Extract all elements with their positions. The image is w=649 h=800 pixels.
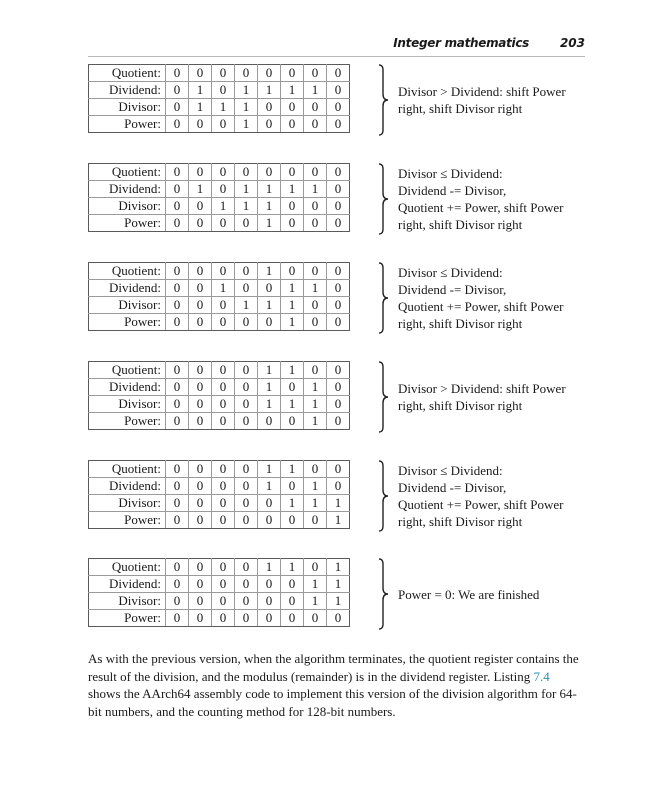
- description-line: Divisor ≤ Dividend:: [398, 463, 503, 478]
- bit-cell: 0: [189, 396, 212, 413]
- bit-cell: 1: [304, 478, 327, 495]
- bit-cell: 1: [235, 297, 258, 314]
- bit-cell: 0: [189, 379, 212, 396]
- bit-cell: 0: [304, 559, 327, 576]
- register-table: [88, 64, 350, 133]
- bit-cell: 1: [304, 495, 327, 512]
- bit-cell: 0: [258, 280, 281, 297]
- step-5: [88, 460, 588, 532]
- bit-cell: 0: [304, 99, 327, 116]
- bit-cell: 0: [304, 362, 327, 379]
- step-description: [398, 165, 598, 233]
- step-6: [88, 558, 588, 630]
- register-label: Divisor:: [89, 99, 166, 116]
- bit-cell: 0: [327, 610, 350, 627]
- bit-cell: 1: [258, 362, 281, 379]
- description-line: Quotient += Power, shift Power: [398, 497, 564, 512]
- bit-cell: 0: [212, 181, 235, 198]
- bit-cell: 0: [166, 478, 189, 495]
- bit-cell: 1: [258, 461, 281, 478]
- register-row: [89, 99, 350, 116]
- bit-cell: 1: [258, 379, 281, 396]
- right-brace-icon: [378, 460, 390, 532]
- bit-cell: 0: [166, 495, 189, 512]
- bit-cell: 0: [189, 65, 212, 82]
- page-number: 203: [559, 36, 585, 50]
- register-table: [88, 361, 350, 430]
- bit-cell: 0: [327, 379, 350, 396]
- description-line: right, shift Divisor right: [398, 514, 523, 529]
- register-row: [89, 461, 350, 478]
- bit-cell: 0: [304, 512, 327, 529]
- bit-cell: 0: [327, 362, 350, 379]
- bit-cell: 0: [235, 512, 258, 529]
- description-line: Dividend -= Divisor,: [398, 183, 507, 198]
- bit-cell: 1: [189, 82, 212, 99]
- bit-cell: 0: [327, 215, 350, 232]
- bit-cell: 1: [212, 99, 235, 116]
- register-label: Dividend:: [89, 379, 166, 396]
- bit-cell: 0: [212, 461, 235, 478]
- bit-cell: 0: [258, 610, 281, 627]
- bit-cell: 0: [258, 413, 281, 430]
- bit-cell: 1: [258, 263, 281, 280]
- register-row: [89, 512, 350, 529]
- bit-cell: 0: [166, 413, 189, 430]
- register-table: [88, 460, 350, 529]
- bit-cell: 0: [189, 198, 212, 215]
- step-description: [398, 264, 598, 332]
- bit-cell: 0: [304, 116, 327, 133]
- register-row: [89, 116, 350, 133]
- register-label: Power:: [89, 314, 166, 331]
- register-table: [88, 558, 350, 627]
- bit-cell: 0: [235, 559, 258, 576]
- description-line: Divisor ≤ Dividend:: [398, 166, 503, 181]
- description-line: Quotient += Power, shift Power: [398, 200, 564, 215]
- bit-cell: 1: [212, 198, 235, 215]
- bit-cell: 1: [281, 461, 304, 478]
- bit-cell: 0: [281, 576, 304, 593]
- register-row: [89, 215, 350, 232]
- bit-cell: 0: [258, 495, 281, 512]
- register-row: [89, 478, 350, 495]
- bit-cell: 0: [327, 297, 350, 314]
- bit-cell: 0: [304, 164, 327, 181]
- bit-cell: 0: [212, 116, 235, 133]
- bit-cell: 1: [258, 559, 281, 576]
- bit-cell: 0: [212, 396, 235, 413]
- description-line: Dividend -= Divisor,: [398, 480, 507, 495]
- bit-cell: 0: [327, 314, 350, 331]
- register-row: [89, 198, 350, 215]
- step-description: [398, 462, 598, 530]
- bit-cell: 0: [235, 478, 258, 495]
- bit-cell: 0: [189, 263, 212, 280]
- register-label: Dividend:: [89, 181, 166, 198]
- bit-cell: 1: [304, 413, 327, 430]
- bit-cell: 1: [235, 181, 258, 198]
- bit-cell: 0: [304, 314, 327, 331]
- bit-cell: 0: [304, 610, 327, 627]
- right-brace-icon: [378, 64, 390, 136]
- bit-cell: 1: [235, 116, 258, 133]
- right-brace-icon: [378, 558, 390, 630]
- bit-cell: 1: [258, 82, 281, 99]
- description-line: right, shift Divisor right: [398, 316, 523, 331]
- bit-cell: 0: [189, 215, 212, 232]
- bit-cell: 0: [304, 263, 327, 280]
- bit-cell: 1: [304, 396, 327, 413]
- description-line: Dividend -= Divisor,: [398, 282, 507, 297]
- bit-cell: 0: [327, 65, 350, 82]
- register-row: [89, 362, 350, 379]
- description-line: Power = 0: We are finished: [398, 586, 540, 602]
- register-row: [89, 379, 350, 396]
- bit-cell: 0: [327, 99, 350, 116]
- running-title: Integer mathematics: [393, 36, 529, 50]
- bit-cell: 0: [327, 198, 350, 215]
- right-brace-icon: [378, 163, 390, 235]
- right-brace-icon: [378, 361, 390, 433]
- register-label: Quotient:: [89, 559, 166, 576]
- bit-cell: 0: [327, 82, 350, 99]
- bit-cell: 0: [235, 164, 258, 181]
- bit-cell: 1: [258, 198, 281, 215]
- bit-cell: 0: [189, 297, 212, 314]
- bit-cell: 0: [212, 362, 235, 379]
- bit-cell: 1: [281, 82, 304, 99]
- bit-cell: 0: [166, 576, 189, 593]
- bit-cell: 0: [212, 610, 235, 627]
- bit-cell: 0: [212, 478, 235, 495]
- bit-cell: 0: [281, 198, 304, 215]
- bit-cell: 0: [235, 576, 258, 593]
- bit-cell: 0: [258, 576, 281, 593]
- bit-cell: 0: [304, 198, 327, 215]
- bit-cell: 0: [212, 65, 235, 82]
- bit-cell: 0: [189, 576, 212, 593]
- register-label: Divisor:: [89, 593, 166, 610]
- register-label: Quotient:: [89, 362, 166, 379]
- bit-cell: 0: [327, 164, 350, 181]
- bit-cell: 1: [189, 181, 212, 198]
- bit-cell: 0: [258, 65, 281, 82]
- register-label: Power:: [89, 512, 166, 529]
- bit-cell: 0: [258, 99, 281, 116]
- register-label: Quotient:: [89, 461, 166, 478]
- step-3: [88, 262, 588, 334]
- register-label: Divisor:: [89, 198, 166, 215]
- bit-cell: 0: [166, 198, 189, 215]
- bit-cell: 0: [235, 314, 258, 331]
- step-description: [398, 380, 598, 414]
- register-label: Divisor:: [89, 396, 166, 413]
- description-line: Divisor ≤ Dividend:: [398, 265, 503, 280]
- bit-cell: 0: [235, 65, 258, 82]
- bit-cell: 0: [166, 593, 189, 610]
- bit-cell: 0: [281, 215, 304, 232]
- bit-cell: 0: [166, 314, 189, 331]
- register-row: [89, 181, 350, 198]
- bit-cell: 0: [212, 164, 235, 181]
- bit-cell: 0: [281, 593, 304, 610]
- description-line: Quotient += Power, shift Power: [398, 299, 564, 314]
- bit-cell: 0: [212, 215, 235, 232]
- listing-link[interactable]: 7.4: [533, 668, 550, 684]
- register-row: [89, 396, 350, 413]
- bit-cell: 0: [235, 593, 258, 610]
- description-line: Divisor > Dividend: shift Power: [398, 381, 566, 396]
- register-table: [88, 262, 350, 331]
- bit-cell: 1: [212, 280, 235, 297]
- bit-cell: 0: [235, 280, 258, 297]
- bit-cell: 0: [189, 593, 212, 610]
- bit-cell: 0: [166, 116, 189, 133]
- bit-cell: 0: [189, 512, 212, 529]
- bit-cell: 1: [327, 593, 350, 610]
- bit-cell: 1: [281, 297, 304, 314]
- bit-cell: 0: [212, 413, 235, 430]
- bit-cell: 0: [212, 82, 235, 99]
- bit-cell: 0: [235, 263, 258, 280]
- bit-cell: 1: [304, 379, 327, 396]
- bit-cell: 0: [212, 314, 235, 331]
- bit-cell: 1: [258, 215, 281, 232]
- bit-cell: 0: [166, 215, 189, 232]
- bit-cell: 0: [166, 461, 189, 478]
- bit-cell: 0: [327, 478, 350, 495]
- bit-cell: 0: [189, 413, 212, 430]
- bit-cell: 1: [281, 280, 304, 297]
- bit-cell: 0: [212, 263, 235, 280]
- register-label: Dividend:: [89, 478, 166, 495]
- bit-cell: 0: [235, 495, 258, 512]
- bit-cell: 0: [281, 99, 304, 116]
- right-brace-icon: [378, 262, 390, 334]
- bit-cell: 0: [189, 116, 212, 133]
- register-row: [89, 413, 350, 430]
- register-row: [89, 559, 350, 576]
- register-label: Divisor:: [89, 495, 166, 512]
- bit-cell: 0: [327, 461, 350, 478]
- bit-cell: 0: [166, 512, 189, 529]
- register-row: [89, 593, 350, 610]
- bit-cell: 0: [235, 362, 258, 379]
- paragraph-text-2: shows the AArch64 assembly code to implement this version of the division algorithm for 64-bit numbers, and the counting method for 128-bit numbers.: [88, 686, 577, 719]
- bit-cell: 0: [235, 215, 258, 232]
- bit-cell: 0: [189, 559, 212, 576]
- register-label: Power:: [89, 215, 166, 232]
- bit-cell: 0: [166, 65, 189, 82]
- bit-cell: 0: [281, 512, 304, 529]
- bit-cell: 1: [281, 314, 304, 331]
- bit-cell: 0: [235, 396, 258, 413]
- register-label: Power:: [89, 413, 166, 430]
- bit-cell: 0: [212, 576, 235, 593]
- bit-cell: 0: [166, 164, 189, 181]
- bit-cell: 0: [166, 297, 189, 314]
- bit-cell: 1: [327, 559, 350, 576]
- bit-cell: 1: [304, 593, 327, 610]
- register-row: [89, 65, 350, 82]
- bit-cell: 0: [304, 65, 327, 82]
- step-2: [88, 163, 588, 235]
- bit-cell: 0: [327, 181, 350, 198]
- bit-cell: 0: [327, 413, 350, 430]
- description-line: right, shift Divisor right: [398, 217, 523, 232]
- bit-cell: 0: [281, 263, 304, 280]
- bit-cell: 0: [327, 116, 350, 133]
- bit-cell: 1: [304, 82, 327, 99]
- bit-cell: 1: [281, 559, 304, 576]
- bit-cell: 0: [258, 593, 281, 610]
- register-label: Dividend:: [89, 82, 166, 99]
- bit-cell: 0: [166, 362, 189, 379]
- description-line: right, shift Divisor right: [398, 101, 523, 116]
- register-row: [89, 610, 350, 627]
- bit-cell: 0: [304, 215, 327, 232]
- register-row: [89, 82, 350, 99]
- bit-cell: 1: [304, 576, 327, 593]
- register-label: Power:: [89, 610, 166, 627]
- bit-cell: 0: [166, 396, 189, 413]
- bit-cell: 0: [189, 280, 212, 297]
- bit-cell: 1: [258, 181, 281, 198]
- paragraph-text-1: As with the previous version, when the algorithm terminates, the quotient register contains the result of the division, and the modulus (remainder) is in the dividend register. Listing: [88, 651, 579, 684]
- register-table: [88, 163, 350, 232]
- bit-cell: 1: [235, 198, 258, 215]
- bit-cell: 0: [304, 297, 327, 314]
- bit-cell: 0: [166, 610, 189, 627]
- register-label: Quotient:: [89, 65, 166, 82]
- bit-cell: 0: [212, 559, 235, 576]
- bit-cell: 1: [281, 396, 304, 413]
- register-row: [89, 495, 350, 512]
- bit-cell: 0: [166, 82, 189, 99]
- step-description: [398, 586, 598, 603]
- register-row: [89, 263, 350, 280]
- bit-cell: 0: [235, 610, 258, 627]
- bit-cell: 0: [166, 559, 189, 576]
- register-label: Divisor:: [89, 297, 166, 314]
- bit-cell: 0: [212, 593, 235, 610]
- register-row: [89, 297, 350, 314]
- bit-cell: 0: [166, 280, 189, 297]
- bit-cell: 0: [304, 461, 327, 478]
- register-label: Quotient:: [89, 164, 166, 181]
- body-paragraph: [88, 650, 580, 720]
- bit-cell: 1: [281, 181, 304, 198]
- bit-cell: 1: [327, 495, 350, 512]
- bit-cell: 0: [258, 116, 281, 133]
- step-description: [398, 83, 598, 117]
- register-label: Dividend:: [89, 576, 166, 593]
- register-label: Dividend:: [89, 280, 166, 297]
- bit-cell: 0: [235, 413, 258, 430]
- bit-cell: 1: [304, 181, 327, 198]
- bit-cell: 1: [235, 82, 258, 99]
- bit-cell: 1: [281, 495, 304, 512]
- bit-cell: 0: [327, 280, 350, 297]
- bit-cell: 1: [258, 297, 281, 314]
- bit-cell: 0: [212, 297, 235, 314]
- bit-cell: 0: [189, 610, 212, 627]
- register-row: [89, 576, 350, 593]
- bit-cell: 0: [212, 495, 235, 512]
- bit-cell: 0: [166, 99, 189, 116]
- bit-cell: 1: [258, 396, 281, 413]
- bit-cell: 1: [281, 362, 304, 379]
- register-row: [89, 314, 350, 331]
- description-line: right, shift Divisor right: [398, 398, 523, 413]
- bit-cell: 0: [212, 512, 235, 529]
- bit-cell: 0: [281, 379, 304, 396]
- bit-cell: 0: [281, 610, 304, 627]
- bit-cell: 1: [235, 99, 258, 116]
- bit-cell: 0: [189, 461, 212, 478]
- bit-cell: 0: [281, 65, 304, 82]
- bit-cell: 0: [235, 461, 258, 478]
- bit-cell: 0: [166, 181, 189, 198]
- bit-cell: 1: [258, 478, 281, 495]
- bit-cell: 0: [166, 263, 189, 280]
- bit-cell: 1: [304, 280, 327, 297]
- bit-cell: 1: [189, 99, 212, 116]
- running-header: [88, 36, 585, 57]
- description-line: Divisor > Dividend: shift Power: [398, 84, 566, 99]
- register-row: [89, 280, 350, 297]
- bit-cell: 0: [327, 263, 350, 280]
- bit-cell: 0: [189, 478, 212, 495]
- bit-cell: 0: [281, 413, 304, 430]
- bit-cell: 0: [166, 379, 189, 396]
- register-row: [89, 164, 350, 181]
- bit-cell: 0: [189, 164, 212, 181]
- bit-cell: 0: [327, 396, 350, 413]
- bit-cell: 0: [258, 512, 281, 529]
- step-4: [88, 361, 588, 433]
- bit-cell: 0: [258, 314, 281, 331]
- bit-cell: 1: [327, 512, 350, 529]
- bit-cell: 0: [235, 379, 258, 396]
- register-label: Quotient:: [89, 263, 166, 280]
- bit-cell: 1: [327, 576, 350, 593]
- register-label: Power:: [89, 116, 166, 133]
- bit-cell: 0: [189, 495, 212, 512]
- step-1: [88, 64, 588, 136]
- bit-cell: 0: [189, 362, 212, 379]
- bit-cell: 0: [281, 116, 304, 133]
- bit-cell: 0: [212, 379, 235, 396]
- bit-cell: 0: [281, 164, 304, 181]
- bit-cell: 0: [258, 164, 281, 181]
- bit-cell: 0: [281, 478, 304, 495]
- bit-cell: 0: [189, 314, 212, 331]
